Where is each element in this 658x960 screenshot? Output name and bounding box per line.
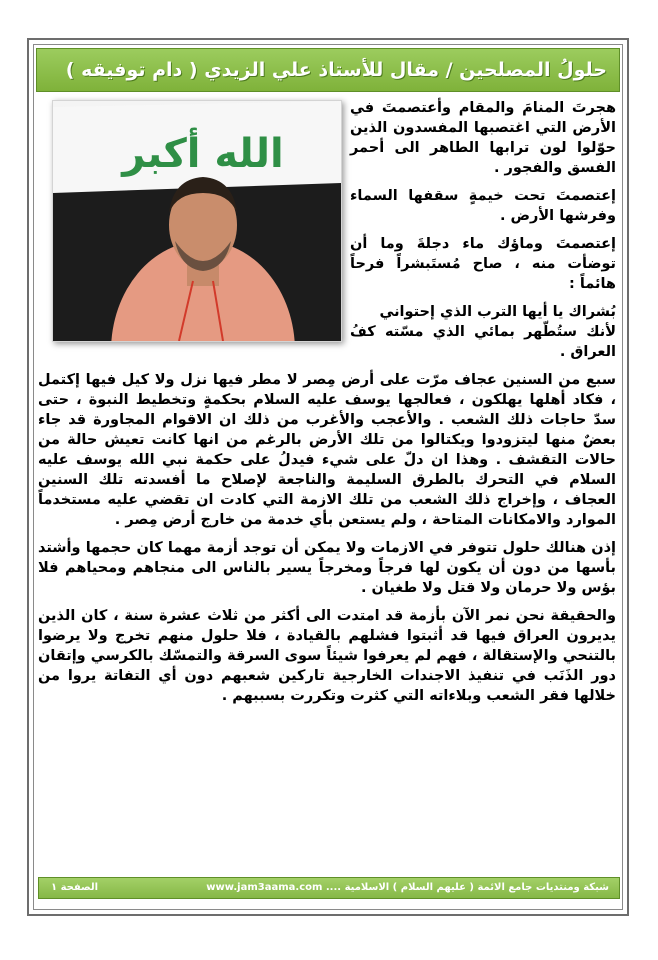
paragraph-intro-2: إعتصمتَ تحت خيمةٍ سقفها السماء وفرشها الأرض . [350,188,616,224]
paragraph-intro-3: إعتصمتَ وماؤك ماء دجلةَ وما أن توضأت منه ، صاح مُستَبشراً فرحاً هائماً : [350,236,616,292]
footer-bar [38,877,620,899]
paragraph-body-1: سبع من السنين عجاف مرّت على أرض مِصر لا مطر فيها نزل ولا كيل فيها إكتمل ، فكاد أهلها يهلكون ، فعالجها يوسف عليه السلام بحكمةٍ وتخطيط النبوة ، حتى سدّ حاجات ذلك الشعب . والأعجب والأغرب من ذلك ان الاقوام المجاورة قد جاء بعضٌ منها ليتزودوا ويكتالوا من تلك الأرض بالرغم من انها كانت تعيش حالة من حالات التقشف . وهذا ان دلّ على شيء فيدلُ على حكمة نبي الله يوسف عليه السلام في التحرك بالطرق السليمة والناجعة لإصلاح ما أفسدته تلك السنين العجاف ، وإخراج ذلك الشعب من تلك الازمة التي كادت ان تقضي عليه مستخدماً الموارد والامكانات المتاحة ، ولم يستعن بأي خدمة من خارج أرض مِصر . [38,372,616,528]
poem-line-1: بُشراك يا أيها الترب الذي إحتواني [379,304,616,320]
paragraph-body-2: إذن هنالك حلول تتوفر في الازمات ولا يمكن أن توجد أزمة مهما كان حجمها وأشتد بأسها من دون أن يكون لها فرجاً ومخرجاً يسير بالناس الى منجاهم ومحياهم فلا بؤس ولا حرمان ولا قتل ولا طغيان . [38,540,616,596]
flag-text: الله أكبر [122,131,284,177]
article-body [38,98,616,838]
page-number: الصفحة ١ [51,882,99,893]
photo-spacer [38,98,350,358]
poem-line-2: لأنك ستُطّهر بمائي الذي مسّته كفُ العراق . [350,324,616,360]
article-title: حلولُ المصلحين / مقال للأستاذ علي الزيدي ( دام توفيقه ) [65,59,607,81]
footer-site-text[interactable]: شبكة ومنتديات جامع الائمة ( عليهم السلام ) الاسلامية .... www.jam3aama.com [206,882,609,893]
article-title-bar [36,48,620,92]
paragraph-body-3: والحقيقة نحن نمر الآن بأزمة قد امتدت الى أكثر من ثلاث عشرة سنة ، كان الذين يديرون العراق فيها قد أثبتوا فشلهم بالقيادة ، فلا حلول منهم تخرج ولا يرضوا بالتنحي والإستقالة ، فهم لم يعرفوا شيئاً سوى السرقة والتمسّك بالكرسي وإتقان دور الذَنَب في تنفيذ الاجندات الخارجية تاركين شعبهم دون أي التفاتة يروا من خلالها فقر الشعب وبلاءاته التي كثرت وتكررت بسببهم . [38,608,616,704]
paragraph-intro-1: هجرتَ المنامَ والمقام وأعتصمتَ في الأرض التي اغتصبها المفسدون الذين حوّلوا لون ترابها الطاهر الى أحمر الفسق والفجور . [350,100,616,176]
